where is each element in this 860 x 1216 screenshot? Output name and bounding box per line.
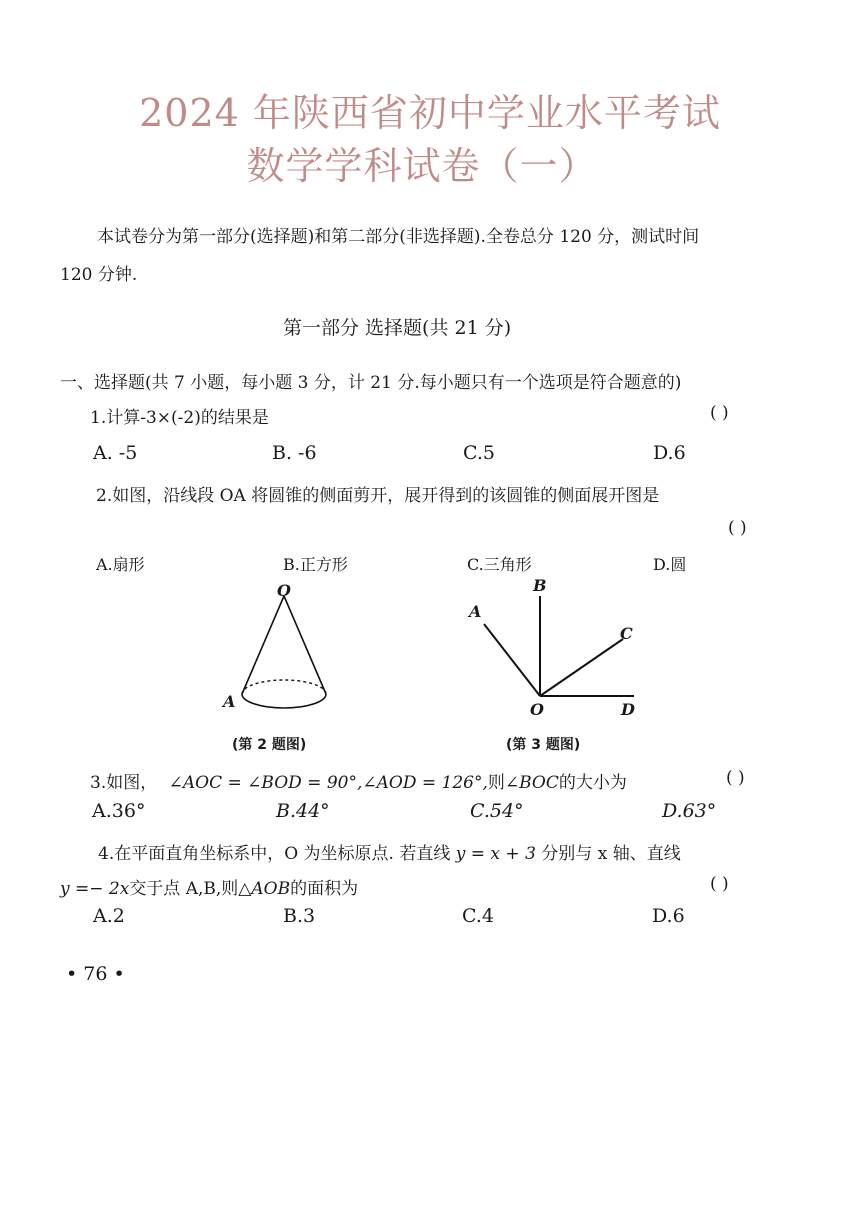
- q2-option-c: C.三角形: [467, 555, 532, 574]
- q4-stem-line1-math: y = x + 3: [455, 844, 536, 864]
- q1-option-d: D.6: [653, 442, 686, 464]
- q4-option-d: D.6: [652, 905, 685, 927]
- section-heading: 一、选择题(共 7 小题，每小题 3 分，计 21 分.每小题只有一个选项是符合题意的): [60, 373, 682, 393]
- q4-option-b: B.3: [283, 905, 316, 927]
- q4-answer-paren: ( ): [710, 874, 729, 894]
- exam-title-line2: 数学学科试卷（一）: [246, 144, 598, 188]
- exam-title-line1: 2024 年陕西省初中学业水平考试: [139, 91, 721, 135]
- q4-stem-line1: [98, 839, 681, 864]
- intro-line2: 120 分钟.: [60, 265, 138, 285]
- q4-stem-line2-math: y =− 2x: [60, 879, 130, 899]
- q3-stem-prefix: 3.如图，: [90, 773, 158, 793]
- figure3-label-d: D: [621, 700, 635, 719]
- q3-answer-paren: ( ): [726, 768, 745, 788]
- figure3-label-o: O: [530, 700, 544, 719]
- q3-stem-suffix: 的大小为: [558, 773, 627, 793]
- part-heading: 第一部分 选择题(共 21 分): [283, 317, 512, 339]
- q2-stem: 2.如图，沿线段 OA 将圆锥的侧面剪开，展开得到的该圆锥的侧面展开图是: [96, 486, 660, 506]
- q2-answer-paren: ( ): [728, 518, 747, 538]
- q4-stem-line2-mid: 交于点 A,B,则: [129, 879, 239, 899]
- q3-stem: [90, 768, 627, 793]
- q2-option-d: D.圆: [653, 555, 687, 574]
- q2-option-b: B.正方形: [283, 555, 348, 574]
- q1-answer-paren: ( ): [710, 403, 729, 423]
- figure2-label-o: O: [277, 581, 291, 600]
- figure2-label-a: A: [223, 692, 236, 711]
- q1-option-b: B. -6: [272, 442, 317, 464]
- q4-option-c: C.4: [462, 905, 494, 927]
- q3-option-d: D.63°: [662, 800, 717, 822]
- q4-stem-line2: [60, 874, 358, 899]
- q2-option-a: A.扇形: [96, 555, 145, 574]
- figure3-caption: (第 3 题图): [506, 737, 581, 753]
- q4-option-a: A.2: [93, 905, 125, 927]
- q3-option-c: C.54°: [470, 800, 524, 822]
- angle-figure: [470, 590, 650, 710]
- figure3-label-c: C: [620, 624, 633, 643]
- q4-stem-line2-suffix: 的面积为: [290, 879, 359, 899]
- intro-line1: 本试卷分为第一部分(选择题)和第二部分(非选择题).全卷总分 120 分，测试时间: [97, 227, 700, 247]
- q3-option-a: A.36°: [92, 800, 146, 822]
- q4-stem-line1-prefix: 4.在平面直角坐标系中，O 为坐标原点. 若直线: [98, 844, 451, 864]
- q3-stem-math: ∠AOC = ∠BOD = 90°,∠AOD = 126°,: [168, 773, 488, 793]
- q3-option-b: B.44°: [276, 800, 330, 822]
- figure3-label-a: A: [469, 602, 482, 621]
- q3-stem-math2: ∠BOC: [504, 773, 559, 793]
- q3-stem-mid: 则: [487, 773, 505, 793]
- figure3-label-b: B: [533, 576, 547, 595]
- q1-stem: 1.计算-3×(-2)的结果是: [90, 408, 269, 428]
- q4-stem-line2-math2: △AOB: [238, 879, 291, 899]
- page-number: • 76 •: [66, 963, 125, 985]
- figure2-caption: (第 2 题图): [232, 737, 307, 753]
- q1-option-a: A. -5: [93, 442, 138, 464]
- q1-option-c: C.5: [463, 442, 495, 464]
- q4-stem-line1-suffix: 分别与 x 轴、直线: [541, 844, 681, 864]
